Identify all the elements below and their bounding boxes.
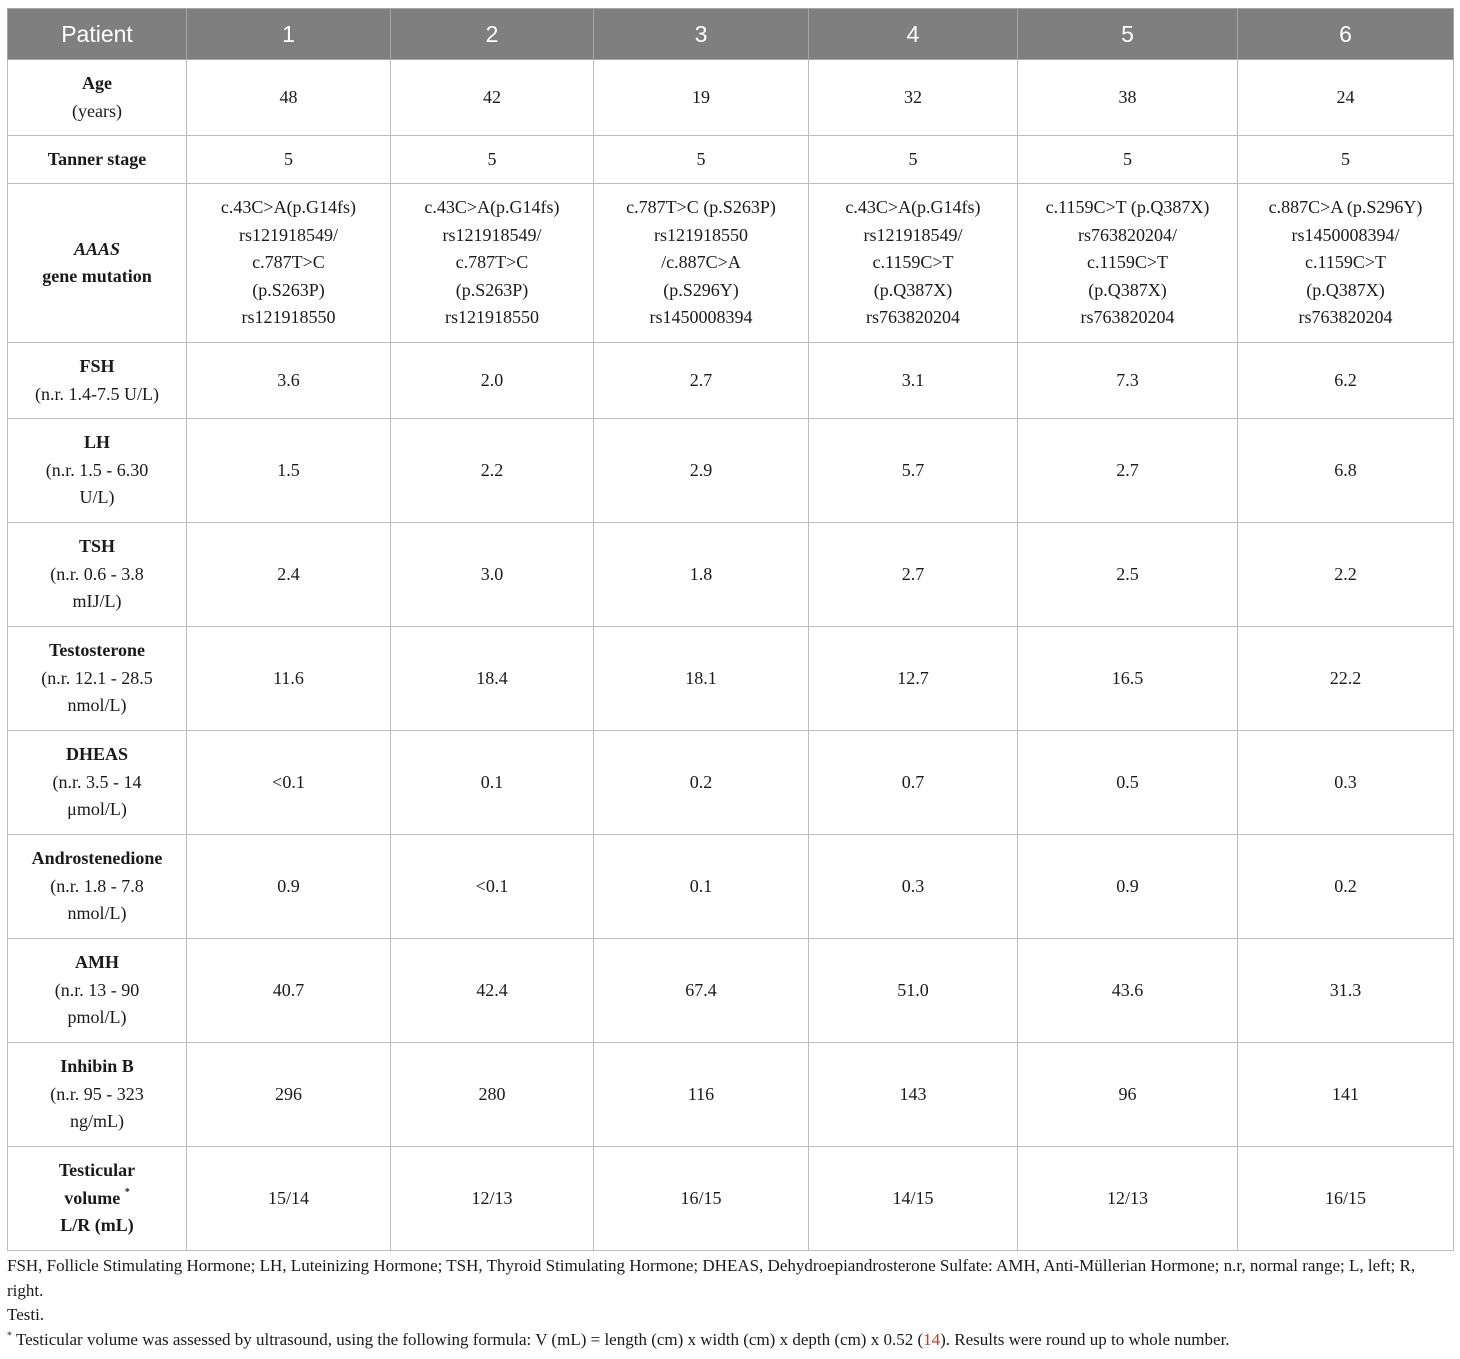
reference-link[interactable]: 14: [923, 1329, 941, 1349]
cell-testosterone-3: 18.1: [594, 627, 809, 731]
cell-age-4: 32: [809, 60, 1018, 136]
cell-testosterone-6: 22.2: [1238, 627, 1454, 731]
cell-inhibin-b-4: 143: [809, 1043, 1018, 1147]
cell-tsh-2: 3.0: [391, 523, 594, 627]
row-label-amh: AMH (n.r. 13 - 90 pmol/L): [8, 939, 187, 1043]
cell-fsh-5: 7.3: [1018, 343, 1238, 419]
header-patient-1: 1: [187, 9, 391, 60]
cell-androstenedione-4: 0.3: [809, 835, 1018, 939]
table-row-lh: [8, 419, 1454, 523]
row-label-testosterone: Testosterone (n.r. 12.1 - 28.5 nmol/L): [8, 627, 187, 731]
header-patient-4: 4: [809, 9, 1018, 60]
row-label-dheas: DHEAS (n.r. 3.5 - 14 μmol/L): [8, 731, 187, 835]
cell-testosterone-2: 18.4: [391, 627, 594, 731]
table-row-age: [8, 60, 1454, 136]
cell-tanner-2: 5: [391, 136, 594, 184]
testi-note: Testi.: [7, 1305, 45, 1324]
cell-testosterone-4: 12.7: [809, 627, 1018, 731]
cell-mutation-6: c.887C>A (p.S296Y) rs1450008394/ c.1159C>T (p.Q387X) rs763820204: [1238, 184, 1454, 343]
row-label-fsh: FSH (n.r. 1.4-7.5 U/L): [8, 343, 187, 419]
row-label-mutation: AAAS gene mutation: [8, 184, 187, 343]
cell-inhibin-b-6: 141: [1238, 1043, 1454, 1147]
table-row-tanner: [8, 136, 1454, 184]
cell-testicular-3: 16/15: [594, 1147, 809, 1251]
table-row-amh: [8, 939, 1454, 1043]
cell-tanner-4: 5: [809, 136, 1018, 184]
cell-fsh-2: 2.0: [391, 343, 594, 419]
cell-tsh-4: 2.7: [809, 523, 1018, 627]
cell-dheas-6: 0.3: [1238, 731, 1454, 835]
cell-testicular-5: 12/13: [1018, 1147, 1238, 1251]
cell-age-5: 38: [1018, 60, 1238, 136]
cell-testicular-2: 12/13: [391, 1147, 594, 1251]
cell-age-2: 42: [391, 60, 594, 136]
cell-inhibin-b-1: 296: [187, 1043, 391, 1147]
row-label-tanner: Tanner stage: [8, 136, 187, 184]
patient-hormone-table: [7, 8, 1454, 1251]
header-patient-label: Patient: [8, 9, 187, 60]
cell-lh-5: 2.7: [1018, 419, 1238, 523]
cell-androstenedione-1: 0.9: [187, 835, 391, 939]
cell-androstenedione-5: 0.9: [1018, 835, 1238, 939]
table-row-testicular-volume: [8, 1147, 1454, 1251]
cell-testosterone-1: 11.6: [187, 627, 391, 731]
header-patient-6: 6: [1238, 9, 1454, 60]
cell-lh-4: 5.7: [809, 419, 1018, 523]
cell-androstenedione-2: <0.1: [391, 835, 594, 939]
table-row-testosterone: [8, 627, 1454, 731]
cell-tanner-5: 5: [1018, 136, 1238, 184]
cell-tsh-6: 2.2: [1238, 523, 1454, 627]
cell-amh-3: 67.4: [594, 939, 809, 1043]
table-row-androstenedione: [8, 835, 1454, 939]
header-patient-3: 3: [594, 9, 809, 60]
cell-testicular-6: 16/15: [1238, 1147, 1454, 1251]
cell-tsh-1: 2.4: [187, 523, 391, 627]
cell-lh-6: 6.8: [1238, 419, 1454, 523]
cell-amh-6: 31.3: [1238, 939, 1454, 1043]
cell-amh-5: 43.6: [1018, 939, 1238, 1043]
cell-fsh-4: 3.1: [809, 343, 1018, 419]
row-label-androstenedione: Androstenedione (n.r. 1.8 - 7.8 nmol/L): [8, 835, 187, 939]
header-patient-2: 2: [391, 9, 594, 60]
row-label-lh: LH (n.r. 1.5 - 6.30 U/L): [8, 419, 187, 523]
cell-tsh-5: 2.5: [1018, 523, 1238, 627]
cell-testicular-1: 15/14: [187, 1147, 391, 1251]
cell-dheas-4: 0.7: [809, 731, 1018, 835]
cell-fsh-6: 6.2: [1238, 343, 1454, 419]
table-row-inhibin-b: [8, 1043, 1454, 1147]
cell-mutation-2: c.43C>A(p.G14fs) rs121918549/ c.787T>C (p.S263P) rs121918550: [391, 184, 594, 343]
cell-tanner-1: 5: [187, 136, 391, 184]
cell-lh-2: 2.2: [391, 419, 594, 523]
cell-testosterone-5: 16.5: [1018, 627, 1238, 731]
cell-mutation-4: c.43C>A(p.G14fs) rs121918549/ c.1159C>T (p.Q387X) rs763820204: [809, 184, 1018, 343]
cell-inhibin-b-2: 280: [391, 1043, 594, 1147]
cell-age-1: 48: [187, 60, 391, 136]
table-row-fsh: [8, 343, 1454, 419]
cell-tsh-3: 1.8: [594, 523, 809, 627]
table-wrapper: [7, 8, 1453, 1251]
table-row-tsh: [8, 523, 1454, 627]
cell-tanner-6: 5: [1238, 136, 1454, 184]
cell-tanner-3: 5: [594, 136, 809, 184]
cell-inhibin-b-3: 116: [594, 1043, 809, 1147]
cell-dheas-1: <0.1: [187, 731, 391, 835]
cell-inhibin-b-5: 96: [1018, 1043, 1238, 1147]
cell-amh-4: 51.0: [809, 939, 1018, 1043]
cell-androstenedione-3: 0.1: [594, 835, 809, 939]
table-row-mutation: [8, 184, 1454, 343]
cell-age-3: 19: [594, 60, 809, 136]
table-notes: [7, 1254, 1453, 1352]
cell-mutation-1: c.43C>A(p.G14fs) rs121918549/ c.787T>C (p.S263P) rs121918550: [187, 184, 391, 343]
header-patient-5: 5: [1018, 9, 1238, 60]
row-label-age: Age (years): [8, 60, 187, 136]
row-label-tsh: TSH (n.r. 0.6 - 3.8 mIJ/L): [8, 523, 187, 627]
footnote: * Testicular volume was assessed by ultrasound, using the following formula: V (mL) = length (cm) x width (cm) x depth (cm) x 0.52 (14). Results were round up to whole number.: [7, 1329, 1230, 1349]
cell-mutation-3: c.787T>C (p.S263P) rs121918550 /c.887C>A (p.S296Y) rs1450008394: [594, 184, 809, 343]
cell-dheas-5: 0.5: [1018, 731, 1238, 835]
cell-dheas-3: 0.2: [594, 731, 809, 835]
cell-amh-1: 40.7: [187, 939, 391, 1043]
cell-lh-3: 2.9: [594, 419, 809, 523]
cell-mutation-5: c.1159C>T (p.Q387X) rs763820204/ c.1159C>T (p.Q387X) rs763820204: [1018, 184, 1238, 343]
header-row: [8, 9, 1454, 60]
footnote-asterisk: *: [124, 1186, 130, 1198]
abbreviations-note: FSH, Follicle Stimulating Hormone; LH, Luteinizing Hormone; TSH, Thyroid Stimulating Hormone; DHEAS, Dehydroepiandrosterone Sulfate: AMH, Anti-Müllerian Hormone; n.r, normal range; L, left; R, right.: [7, 1256, 1416, 1300]
cell-age-6: 24: [1238, 60, 1454, 136]
cell-fsh-3: 2.7: [594, 343, 809, 419]
footnote-mark: *: [7, 1329, 12, 1341]
row-label-testicular-volume: Testicular volume * L/R (mL): [8, 1147, 187, 1251]
cell-testicular-4: 14/15: [809, 1147, 1018, 1251]
cell-androstenedione-6: 0.2: [1238, 835, 1454, 939]
table-row-dheas: [8, 731, 1454, 835]
cell-dheas-2: 0.1: [391, 731, 594, 835]
cell-fsh-1: 3.6: [187, 343, 391, 419]
row-label-inhibin-b: Inhibin B (n.r. 95 - 323 ng/mL): [8, 1043, 187, 1147]
cell-lh-1: 1.5: [187, 419, 391, 523]
cell-amh-2: 42.4: [391, 939, 594, 1043]
